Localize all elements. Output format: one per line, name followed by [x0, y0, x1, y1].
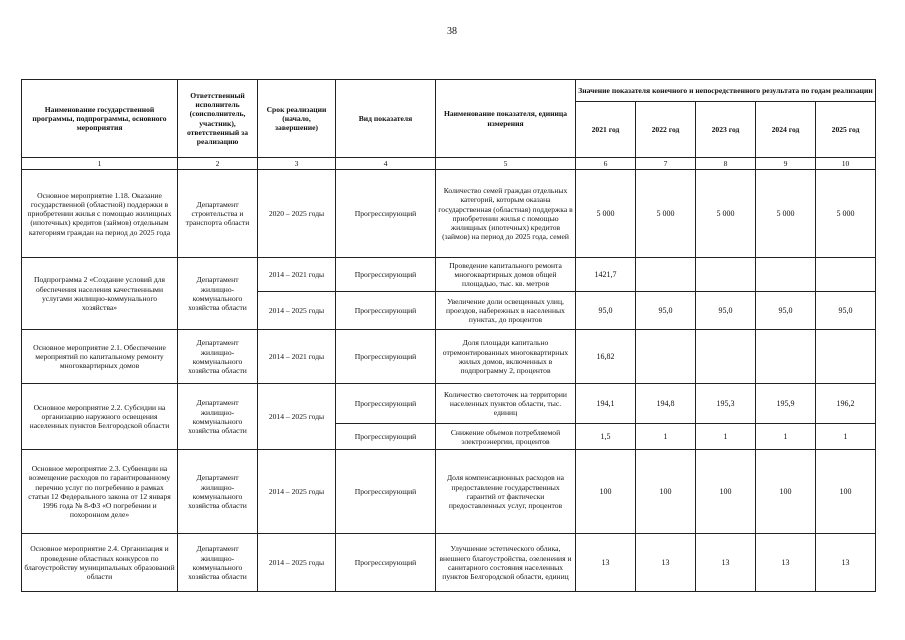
value-2025: 5 000 [816, 170, 876, 258]
value-2024: 195,9 [756, 384, 816, 424]
program-name: Основное мероприятие 2.2. Субсидии на организацию наружного освещения населенных пунктов Белгородской области [22, 384, 178, 450]
header-indicator-name: Наименование показателя, единица измерения [436, 80, 576, 158]
value-2024: 95,0 [756, 292, 816, 330]
executor: Департамент жилищно-коммунального хозяйства области [178, 384, 258, 450]
indicator-kind: Прогрессирующий [336, 424, 436, 450]
indicator-kind: Прогрессирующий [336, 384, 436, 424]
value-2021: 1,5 [576, 424, 636, 450]
value-2022: 194,8 [636, 384, 696, 424]
page-number: 38 [447, 26, 457, 37]
value-2023: 5 000 [696, 170, 756, 258]
program-name: Основное мероприятие 2.1. Обеспечение мероприятий по капитальному ремонту многоквартирных домов [22, 330, 178, 384]
header-year: 2025 год [816, 102, 876, 158]
value-2021: 5 000 [576, 170, 636, 258]
period: 2014 – 2021 годы [258, 330, 336, 384]
indicator-kind: Прогрессирующий [336, 330, 436, 384]
indicator-name: Доля площади капитально отремонтированных многоквартирных жилых домов, включенных в подпрограмму 2, процентов [436, 330, 576, 384]
indicator-name: Количество семей граждан отдельных категорий, которым оказана государственная (областная) поддержка в приобретении жилья с помощью жилищных (ипотечных) кредитов (займов) на период до 2025 года, семей [436, 170, 576, 258]
value-2025: 196,2 [816, 384, 876, 424]
value-2021: 194,1 [576, 384, 636, 424]
header-values-group: Значение показателя конечного и непосредственного результата по годам реализации [576, 80, 876, 102]
executor: Департамент жилищно-коммунального хозяйства области [178, 258, 258, 330]
program-name: Подпрограмма 2 «Создание условий для обеспечения населения качественными услугами жилищно-коммунального хозяйства» [22, 258, 178, 330]
column-number: 8 [696, 158, 756, 170]
value-2023: 100 [696, 450, 756, 534]
executor: Департамент жилищно-коммунального хозяйства области [178, 534, 258, 592]
header-year: 2023 год [696, 102, 756, 158]
value-2023 [696, 258, 756, 292]
value-2021: 13 [576, 534, 636, 592]
indicator-kind: Прогрессирующий [336, 534, 436, 592]
column-number: 3 [258, 158, 336, 170]
period: 2014 – 2025 годы [258, 292, 336, 330]
value-2022 [636, 330, 696, 384]
indicator-name: Снижение объемов потребляемой электроэнергии, процентов [436, 424, 576, 450]
program-name: Основное мероприятие 1.18. Оказание государственной (областной) поддержки в приобретении жилья с помощью жилищных (ипотечных) кредитов (займов) отдельным категориям граждан на период до 2025 года [22, 170, 178, 258]
value-2022: 100 [636, 450, 696, 534]
indicator-name: Проведение капитального ремонта многоквартирных домов общей площадью, тыс. кв. метров [436, 258, 576, 292]
value-2024: 100 [756, 450, 816, 534]
indicator-kind: Прогрессирующий [336, 450, 436, 534]
column-number: 6 [576, 158, 636, 170]
header-period: Срок реализации (начало, завершение) [258, 80, 336, 158]
period: 2014 – 2025 годы [258, 384, 336, 450]
header-year: 2022 год [636, 102, 696, 158]
value-2023: 13 [696, 534, 756, 592]
program-name: Основное мероприятие 2.3. Субвенции на возмещение расходов по гарантированному перечню услуг по погребению в рамках статьи 12 Федерального закона от 12 января 1996 года № 8-ФЗ «О погребении и похоронном деле» [22, 450, 178, 534]
executor: Департамент жилищно-коммунального хозяйства области [178, 330, 258, 384]
value-2023: 195,3 [696, 384, 756, 424]
value-2025 [816, 258, 876, 292]
indicator-kind: Прогрессирующий [336, 292, 436, 330]
value-2024 [756, 258, 816, 292]
indicator-name: Улучшение эстетического облика, внешнего благоустройства, озеленения и санитарного состояния населенных пунктов Белгородской области, единиц [436, 534, 576, 592]
column-number: 10 [816, 158, 876, 170]
value-2024: 1 [756, 424, 816, 450]
header-year: 2024 год [756, 102, 816, 158]
table-row [22, 330, 876, 384]
indicator-name: Количество светоточек на территории населенных пунктов области, тыс. единиц [436, 384, 576, 424]
table-row [22, 170, 876, 258]
column-number: 7 [636, 158, 696, 170]
header-indicator-kind: Вид показателя [336, 80, 436, 158]
value-2024 [756, 330, 816, 384]
indicators-table [21, 79, 876, 592]
value-2021: 100 [576, 450, 636, 534]
column-number: 4 [336, 158, 436, 170]
value-2022 [636, 258, 696, 292]
value-2022: 95,0 [636, 292, 696, 330]
table-row [22, 258, 876, 292]
period: 2014 – 2025 годы [258, 450, 336, 534]
column-number: 1 [22, 158, 178, 170]
header-year: 2021 год [576, 102, 636, 158]
value-2024: 5 000 [756, 170, 816, 258]
table-row [22, 450, 876, 534]
value-2025 [816, 330, 876, 384]
value-2022: 5 000 [636, 170, 696, 258]
program-name: Основное мероприятие 2.4. Организация и проведение областных конкурсов по благоустройству муниципальных образований области [22, 534, 178, 592]
value-2025: 100 [816, 450, 876, 534]
value-2021: 16,82 [576, 330, 636, 384]
indicator-kind: Прогрессирующий [336, 170, 436, 258]
column-number: 2 [178, 158, 258, 170]
executor: Департамент жилищно-коммунального хозяйства области [178, 450, 258, 534]
indicator-kind: Прогрессирующий [336, 258, 436, 292]
period: 2014 – 2025 годы [258, 534, 336, 592]
value-2025: 13 [816, 534, 876, 592]
value-2022: 13 [636, 534, 696, 592]
value-2022: 1 [636, 424, 696, 450]
value-2024: 13 [756, 534, 816, 592]
indicator-name: Доля компенсационных расходов на предоставление государственных гарантий от фактически предоставленных услуг, процентов [436, 450, 576, 534]
value-2021: 1421,7 [576, 258, 636, 292]
value-2023: 1 [696, 424, 756, 450]
value-2023: 95,0 [696, 292, 756, 330]
table-row [22, 534, 876, 592]
executor: Департамент строительства и транспорта области [178, 170, 258, 258]
value-2023 [696, 330, 756, 384]
value-2025: 95,0 [816, 292, 876, 330]
table-row [22, 384, 876, 424]
header-executor: Ответственный исполнитель (соисполнитель, участник), ответственный за реализацию [178, 80, 258, 158]
column-number: 5 [436, 158, 576, 170]
value-2025: 1 [816, 424, 876, 450]
header-program-name: Наименование государственной программы, подпрограммы, основного мероприятия [22, 80, 178, 158]
column-number: 9 [756, 158, 816, 170]
period: 2020 – 2025 годы [258, 170, 336, 258]
period: 2014 – 2021 годы [258, 258, 336, 292]
value-2021: 95,0 [576, 292, 636, 330]
indicator-name: Увеличение доли освещенных улиц, проездов, набережных в населенных пунктах, до процентов [436, 292, 576, 330]
